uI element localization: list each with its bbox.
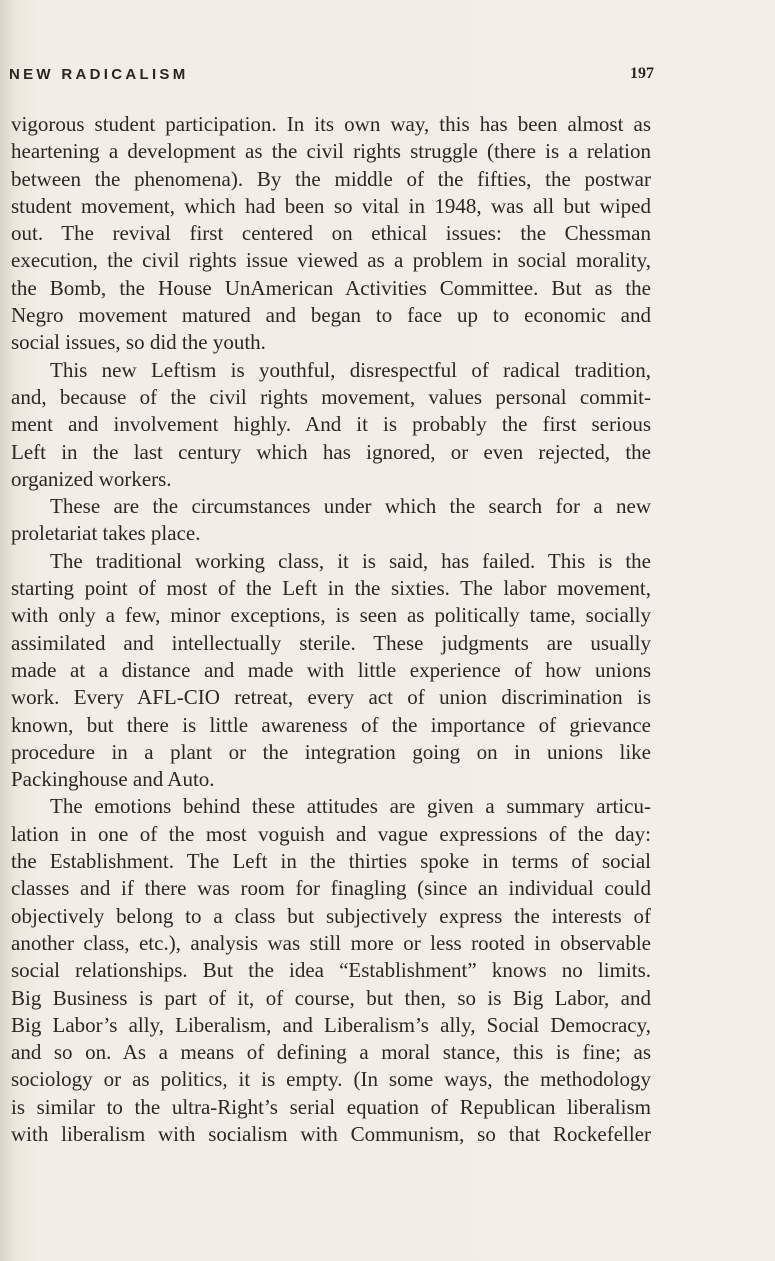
- body-text: [11, 111, 651, 1148]
- text-line: This new Leftism is youthful, disrespectful of radical tradition,: [50, 357, 651, 382]
- text-line: Packinghouse and Auto.: [11, 767, 215, 792]
- text-line: sociology or as politics, it is empty. (In some ways, the methodology: [11, 1067, 651, 1092]
- text-line: social issues, so did the youth.: [11, 330, 266, 355]
- text-line: Negro movement matured and began to face up to economic and: [11, 303, 651, 328]
- text-line: classes and if there was room for finagling (since an individual could: [11, 876, 651, 901]
- text-line: with liberalism with socialism with Communism, so that Rockefeller: [11, 1121, 651, 1146]
- text-line: known, but there is little awareness of the importance of grievance: [11, 712, 651, 737]
- text-line: with only a few, minor exceptions, is seen as politically tame, socially: [11, 603, 651, 628]
- text-line: heartening a development as the civil rights struggle (there is a relation: [11, 139, 651, 164]
- page-number: 197: [630, 65, 654, 82]
- text-line: These are the circumstances under which the search for a new: [50, 494, 651, 519]
- text-line: The emotions behind these attitudes are given a summary articu-: [50, 794, 651, 819]
- text-line: procedure in a plant or the integration going on in unions like: [11, 739, 651, 764]
- text-line: made at a distance and made with little experience of how unions: [11, 657, 651, 682]
- text-line: out. The revival first centered on ethical issues: the Chessman: [11, 221, 651, 246]
- text-line: and so on. As a means of defining a moral stance, this is fine; as: [11, 1040, 651, 1065]
- text-line: vigorous student participation. In its own way, this has been almost as: [11, 112, 651, 136]
- text-line: starting point of most of the Left in the sixties. The labor movement,: [11, 576, 651, 601]
- paragraph: [11, 493, 651, 548]
- text-line: the Establishment. The Left in the thirties spoke in terms of social: [11, 849, 651, 874]
- text-line: the Bomb, the House UnAmerican Activities Committee. But as the: [11, 275, 651, 300]
- paragraph: [11, 111, 651, 357]
- text-line: organized workers.: [11, 466, 172, 491]
- text-line: social relationships. But the idea “Establishment” knows no limits.: [11, 958, 651, 983]
- text-line: work. Every AFL-CIO retreat, every act of union discrimination is: [11, 685, 651, 710]
- text-line: another class, etc.), analysis was still more or less rooted in observable: [11, 930, 651, 955]
- text-line: ment and involvement highly. And it is probably the first serious: [11, 412, 651, 437]
- text-line: Big Labor’s ally, Liberalism, and Liberalism’s ally, Social Democracy,: [11, 1012, 651, 1037]
- running-head: NEW RADICALISM: [9, 66, 189, 83]
- text-line: The traditional working class, it is said, has failed. This is the: [50, 548, 651, 573]
- text-line: and, because of the civil rights movement, values personal commit-: [11, 384, 651, 409]
- text-line: proletariat takes place.: [11, 521, 201, 546]
- text-line: Big Business is part of it, of course, but then, so is Big Labor, and: [11, 985, 651, 1010]
- text-line: lation in one of the most voguish and vague expressions of the day:: [11, 821, 651, 846]
- paragraph: [11, 793, 651, 1148]
- text-line: assimilated and intellectually sterile. These judgments are usually: [11, 630, 651, 655]
- paragraph: [11, 357, 651, 493]
- paragraph: [11, 548, 651, 794]
- text-line: between the phenomena). By the middle of the fifties, the postwar: [11, 166, 651, 191]
- text-line: student movement, which had been so vital in 1948, was all but wiped: [11, 193, 651, 218]
- text-line: Left in the last century which has ignored, or even rejected, the: [11, 439, 651, 464]
- text-line: objectively belong to a class but subjectively express the interests of: [11, 903, 651, 928]
- text-line: execution, the civil rights issue viewed as a problem in social morality,: [11, 248, 651, 273]
- text-line: is similar to the ultra-Right’s serial equation of Republican liberalism: [11, 1094, 651, 1119]
